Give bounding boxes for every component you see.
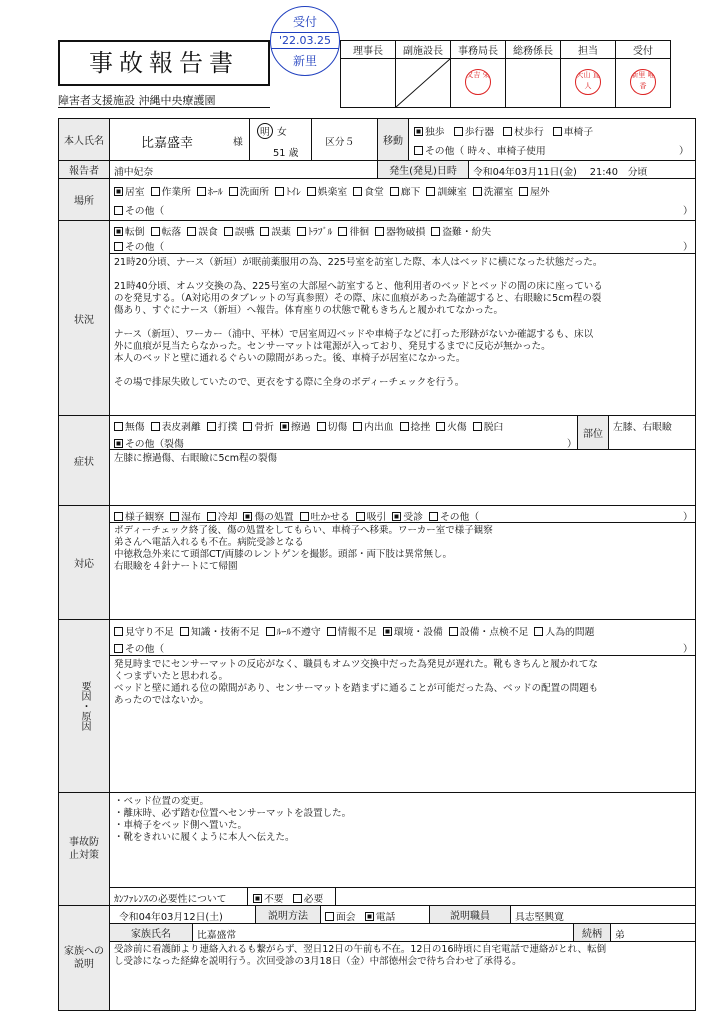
option-item[interactable] [114,627,174,638]
conference-option[interactable]: 必要 [293,894,324,905]
option-label: その他（ [439,512,480,523]
checkbox[interactable] [473,422,482,431]
option-label: ﾄﾗﾌﾞﾙ [307,227,333,238]
checkbox[interactable] [151,227,160,236]
approval-header: 副施設長 [396,41,451,59]
checkbox[interactable] [114,644,123,653]
option-item[interactable] [431,227,491,238]
option-label: ﾎｰﾙ [207,187,223,198]
option-label: 誤薬 [271,227,291,238]
checkbox[interactable] [197,187,206,196]
cause-text: 発見時までにセンサーマットの反応がなく、職員もオムツ交換中だった為発見が遅れた。靴もきちんと履かれてな くつまずいたと思われる。 ベッドと壁に通れる位の隙間があり、センサーマットを踏まずに通ることが可能だった為、ベッドの配置の問題も あったのではないか。 [114,659,599,706]
diagonal-strike [396,59,450,107]
situation-options [114,224,497,238]
checkbox[interactable] [449,627,458,636]
checkbox[interactable] [151,187,160,196]
label-symptom: 症状 [59,416,109,505]
era-mark: 明 [257,123,273,139]
person-age: 51 歳 [273,148,299,159]
close-paren: ） [683,206,693,217]
checkbox[interactable] [400,422,409,431]
person-suffix: 様 [233,137,243,148]
facility-underline [58,107,270,108]
move-option[interactable]: 杖歩行 [503,127,543,138]
method-option[interactable]: 面会 [325,912,356,923]
checkbox-checked[interactable] [383,627,392,636]
method-options [325,909,401,923]
person-name: 比嘉盛幸 [141,136,194,151]
incident-datetime: 令和04年03月11日(金) 21:40 分頃 [473,167,648,178]
stamp-name: 新里 [292,54,317,68]
approval-cell [506,59,561,108]
option-label: 作業所 [161,187,191,198]
label-response: 対応 [59,506,109,619]
label-staff: 説明職員 [430,906,510,923]
place-other[interactable]: その他（ [114,203,164,217]
checkbox[interactable] [353,422,362,431]
checkbox[interactable] [180,627,189,636]
option-label: 徘徊 [349,227,370,238]
checkbox[interactable] [353,187,362,196]
checkbox[interactable] [473,187,482,196]
option-label: 転倒 [125,227,145,238]
option-label: 捻挫 [410,422,431,433]
option-label: 転落 [161,227,182,238]
checkbox[interactable] [170,512,179,521]
option-label: 食堂 [364,187,384,198]
option-label: 内出血 [364,422,394,433]
checkbox-checked[interactable] [280,422,289,431]
family-staff: 具志堅興寛 [515,912,564,923]
checkbox[interactable] [275,187,284,196]
option-item[interactable] [297,227,333,238]
option-label: ﾙｰﾙ不遵守 [276,627,321,638]
checkbox[interactable] [454,127,463,136]
option-label: 情報不足 [337,627,377,638]
document-title: 事故報告書 [58,40,270,86]
option-item[interactable] [207,422,238,433]
checkbox[interactable] [426,187,435,196]
option-label: 傷の処置 [254,512,294,523]
family-text: 受診前に看護師より連絡入れるも繋がらず、翌日12日の午前も不在。12日の16時頃に自宅電話で連絡がとれ、転倒 し受診になった経緯を説明行う。次回受診の3月18日（金）中部徳州会で待ち合わせ了承得る。 [114,944,607,967]
checkbox[interactable] [436,422,445,431]
checkbox-checked[interactable] [414,127,423,136]
option-item[interactable] [449,627,529,638]
family-date: 令和04年03月12日(土) [119,912,223,923]
option-item[interactable] [243,422,274,433]
received-stamp [270,6,340,76]
label-reporter: 報告者 [59,161,109,178]
label-family: 家族への説明 [59,906,109,1010]
checkbox[interactable] [114,627,123,636]
checkbox[interactable] [114,512,123,521]
option-item[interactable] [151,227,182,238]
checkbox[interactable] [317,422,326,431]
checkbox[interactable] [114,242,123,251]
option-label: 器物破損 [386,227,426,238]
option-label: 脱臼 [483,422,504,433]
option-item[interactable] [390,187,421,198]
conference-label: ｶﾝﾌｧﾚﾝｽの必要性について [114,894,227,905]
option-item[interactable] [229,187,269,198]
checkbox[interactable] [114,422,123,431]
checkbox[interactable] [390,187,399,196]
option-item[interactable] [436,422,467,433]
option-item[interactable] [260,227,291,238]
checkbox-checked[interactable] [114,439,123,448]
option-item[interactable] [280,422,311,433]
approval-header: 受付 [616,41,671,59]
cause-options [114,624,600,638]
approval-cell [341,59,396,108]
option-item[interactable] [114,187,145,198]
option-label: 娯楽室 [317,187,348,198]
option-label: 打撲 [217,422,238,433]
cause-other[interactable]: その他（ [114,641,164,655]
option-label: 冷却 [217,512,238,523]
label-place: 場所 [59,179,109,220]
family-name: 比嘉盛常 [197,930,237,941]
checkbox-checked[interactable] [243,512,252,521]
checkbox[interactable] [151,422,160,431]
option-item[interactable] [151,422,201,433]
conference-option[interactable]: 不要 [253,894,284,905]
label-part: 部位 [578,416,608,449]
checkbox[interactable] [187,227,196,236]
option-label: 居室 [125,187,145,198]
option-item[interactable] [307,187,347,198]
option-item[interactable] [114,227,145,238]
option-item[interactable] [400,422,431,433]
option-item[interactable] [275,187,301,198]
option-label: 廊下 [400,187,421,198]
option-label: 洗面所 [239,187,270,198]
option-item[interactable] [473,187,513,198]
option-item[interactable] [187,227,218,238]
option-item[interactable] [327,627,377,638]
checkbox[interactable] [297,227,306,236]
option-label: 吐かせる [310,512,350,523]
approval-cell [616,59,671,108]
checkbox[interactable] [300,512,309,521]
seal-stamp: 大山 直人 [575,69,601,95]
option-label: 洗濯室 [483,187,514,198]
method-option[interactable]: 電話 [365,912,396,923]
option-label: 擦過 [290,422,311,433]
label-family-name: 家族氏名 [110,924,192,941]
checkbox[interactable] [519,187,528,196]
move-options [414,124,599,138]
close-paren: ） [567,439,577,450]
move-option[interactable]: 歩行器 [454,127,494,138]
approval-header: 理事長 [341,41,396,59]
approval-cell [451,59,506,108]
option-label: 骨折 [254,422,274,433]
response-options [114,509,485,523]
approval-header: 担当 [561,41,616,59]
option-label: 受診 [403,512,423,523]
conference-options [253,891,329,905]
place-options [114,184,556,198]
checkbox[interactable] [260,227,269,236]
family-relation: 弟 [615,930,625,941]
option-label: 設備・点検不足 [459,627,529,638]
checkbox[interactable] [266,627,275,636]
option-item[interactable] [338,227,369,238]
checkbox[interactable] [429,512,438,521]
option-item[interactable] [383,627,443,638]
option-item[interactable] [151,187,191,198]
stamp-label: 受付 [292,15,317,29]
label-situation: 状況 [59,221,109,415]
situation-other[interactable]: その他（ [114,239,164,253]
label-person: 本人氏名 [59,119,109,160]
checkbox[interactable] [431,227,440,236]
option-label: 知識・技術不足 [190,627,260,638]
checkbox[interactable] [327,627,336,636]
report-form [58,118,696,1011]
option-label: 湿布 [181,512,201,523]
checkbox-checked[interactable] [114,187,123,196]
checkbox[interactable] [534,627,543,636]
option-label: 火傷 [447,422,467,433]
checkbox[interactable] [356,512,365,521]
stamp-date: '22.03.25 [271,32,339,49]
checkbox-checked[interactable] [114,227,123,236]
option-item[interactable] [426,187,466,198]
option-item[interactable] [317,422,348,433]
move-option[interactable]: 車椅子 [553,127,593,138]
checkbox[interactable] [207,422,216,431]
option-label: 切傷 [327,422,348,433]
checkbox[interactable] [243,422,252,431]
checkbox-checked[interactable] [253,894,262,903]
checkbox-checked[interactable] [365,912,374,921]
person-sex: 女 [277,127,287,138]
label-date: 発生(発見)日時 [378,161,468,178]
option-label: 人為的問題 [545,627,595,638]
option-label: 吸引 [366,512,387,523]
approval-table [340,40,671,108]
option-item[interactable] [197,187,223,198]
option-item[interactable] [375,227,425,238]
option-label: ﾄｲﾚ [286,187,301,198]
checkbox[interactable] [224,227,233,236]
symptom-options [114,419,509,433]
option-item[interactable] [353,187,384,198]
checkbox[interactable] [414,146,423,155]
option-item[interactable] [114,422,145,433]
option-item[interactable] [519,187,550,198]
reporter-name: 浦中妃奈 [114,167,154,178]
checkbox[interactable] [553,127,562,136]
label-prevention: 事故防止対策 [59,793,109,905]
response-text: ボディーチェック終了後、傷の処置をしてもらい、車椅子へ移乗。ワーカー室で様子観察 弟さんへ電話入れるも不在。病院受診となる 中徳救急外来にて頭部CT/両膝のレントゲンを撮影。頭部・両下肢は異常無し。 右眼瞼を４針ナートにて帰園 [114,525,493,572]
move-option[interactable]: 独歩 [414,127,445,138]
option-label: 見守り不足 [125,627,174,638]
option-label: 表皮剥離 [161,422,201,433]
move-other[interactable]: その他（ 時々、車椅子使用 [414,143,546,157]
label-relation: 続柄 [574,924,610,941]
seal-stamp: 又吉 栄 [465,69,491,95]
option-item[interactable] [180,627,260,638]
approval-header: 事務局長 [451,41,506,59]
option-label: 環境・設備 [393,627,443,638]
checkbox[interactable] [338,227,347,236]
option-item[interactable] [534,627,594,638]
approval-cell [561,59,616,108]
person-kubun: 区分５ [325,137,355,148]
symptom-part: 左膝、右眼瞼 [613,422,672,433]
symptom-other[interactable]: その他（裂傷 [114,436,184,450]
checkbox[interactable] [375,227,384,236]
label-cause: 要因・原因 [59,620,109,792]
prevention-text: ・ベッド位置の変更。 ・離床時、必ず踏む位置へセンサーマットを設置した。 ・車椅子をベッド側へ置いた。 ・靴をきれいに履くように本人へ伝えた。 [114,796,352,843]
checkbox[interactable] [229,187,238,196]
option-label: 誤嚥 [234,227,255,238]
facility-name: 障害者支援施設 沖縄中央療護園 [58,94,216,107]
close-paren: ） [683,644,693,655]
option-label: 無傷 [125,422,145,433]
symptom-text: 左膝に擦過傷、右眼瞼に5cm程の裂傷 [114,453,278,464]
option-item[interactable] [224,227,255,238]
approval-cell-crossed [396,59,451,108]
option-label: 屋外 [530,187,550,198]
checkbox[interactable] [307,187,316,196]
close-paren: ） [683,512,693,523]
option-item[interactable] [266,627,321,638]
checkbox[interactable] [503,127,512,136]
option-label: 誤食 [198,227,218,238]
option-label: 様子観察 [125,512,165,523]
option-label: 盗難・紛失 [442,227,492,238]
checkbox[interactable] [325,912,334,921]
checkbox[interactable] [207,512,216,521]
checkbox[interactable] [114,206,123,215]
situation-text: 21時20分頃、ナース（新垣）が眠前薬服用の為、225号室を訪室した際、本人はベッドに横になった状態だった。 21時40分頃、オムツ交換の為、225号室の大部屋へ訪室すると、他利用者のベッドとベッドの間の床に座っている のを発見する。（A対応用のタブレットの写真参照）その際、床に血痕があった為確認すると、右眼瞼に5cm程の裂 傷あり、すぐにナース（新垣）へ報告。体育座りの状態で靴もきちんと履かれてなかった。 ナース（新垣）、ワーカー（浦中、平林）で居室周辺ベッドや車椅子などに打った形跡がないか確認するも、床以 外に血痕が見当たらなかった。センサーマットは電源が入っており、発見するまでに反応が無かった。 本人のベッドと壁に通れるぐらいの隙間があった。後、車椅子が居室になかった。 その場で排尿失敗していたので、更衣をする際に全身のボディーチェックを行う。 [114,257,603,388]
label-method: 説明方法 [256,906,320,923]
label-move: 移動 [378,119,408,160]
checkbox[interactable] [293,894,302,903]
option-label: 訓練室 [437,187,467,198]
option-item[interactable] [473,422,504,433]
close-paren: ） [679,146,689,157]
checkbox-checked[interactable] [392,512,401,521]
seal-stamp: 新里 唯香 [630,69,656,95]
approval-header: 総務係長 [506,41,561,59]
option-item[interactable] [353,422,393,433]
close-paren: ） [683,242,693,253]
